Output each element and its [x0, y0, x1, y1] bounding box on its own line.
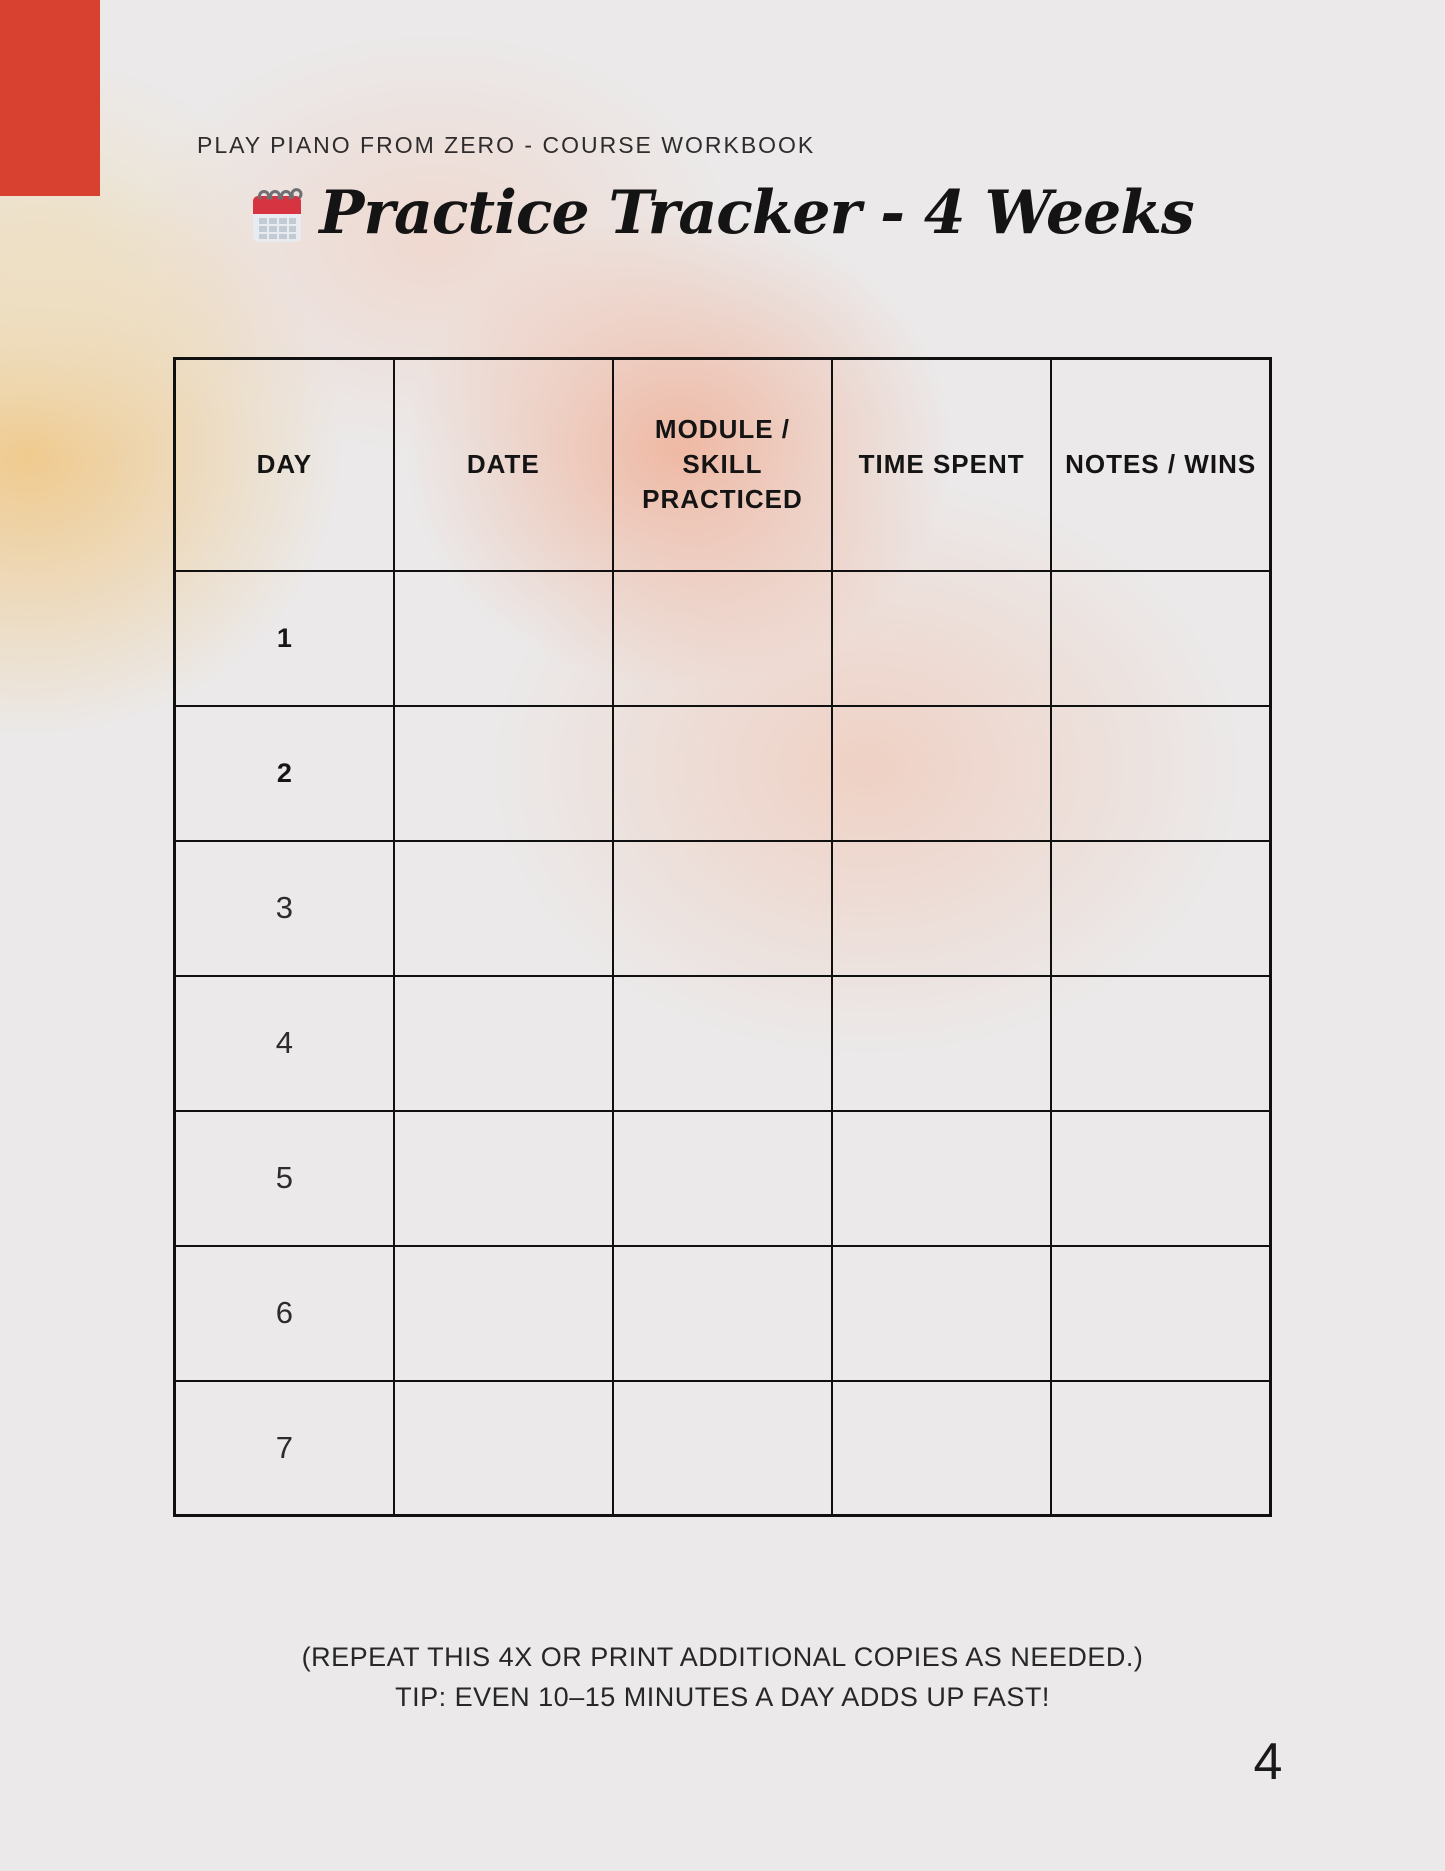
date-cell	[394, 706, 613, 841]
module-skill-cell	[613, 1246, 832, 1381]
column-header-date: DATE	[394, 359, 613, 571]
time-spent-cell	[832, 1246, 1051, 1381]
date-cell	[394, 841, 613, 976]
spiral-calendar-icon	[251, 186, 303, 246]
day-number-cell: 4	[175, 976, 394, 1111]
date-cell	[394, 976, 613, 1111]
column-header-time-spent: TIME SPENT	[832, 359, 1051, 571]
footer-line-1: (REPEAT THIS 4X OR PRINT ADDITIONAL COPIES AS NEEDED.)	[301, 1642, 1144, 1672]
table-row-day-7	[175, 1381, 1271, 1516]
notes-wins-cell	[1051, 571, 1270, 706]
table-header-row	[175, 359, 1271, 571]
column-header-day: DAY	[175, 359, 394, 571]
table-row-day-1	[175, 571, 1271, 706]
date-cell	[394, 1246, 613, 1381]
date-cell	[394, 1381, 613, 1516]
notes-wins-cell	[1051, 976, 1270, 1111]
time-spent-cell	[832, 1381, 1051, 1516]
notes-wins-cell	[1051, 841, 1270, 976]
module-skill-cell	[613, 571, 832, 706]
table-body	[175, 571, 1271, 1516]
module-skill-cell	[613, 706, 832, 841]
accent-rectangle	[0, 0, 100, 196]
table-row-day-4	[175, 976, 1271, 1111]
workbook-header: PLAY PIANO FROM ZERO - COURSE WORKBOOK	[197, 132, 816, 158]
practice-tracker-table	[173, 357, 1272, 1517]
notes-wins-cell	[1051, 706, 1270, 841]
day-number-cell: 5	[175, 1111, 394, 1246]
time-spent-cell	[832, 976, 1051, 1111]
table-row-day-5	[175, 1111, 1271, 1246]
notes-wins-cell	[1051, 1111, 1270, 1246]
column-header-notes-wins: NOTES / WINS	[1051, 359, 1270, 571]
module-skill-cell	[613, 841, 832, 976]
page-number: 4	[1253, 1733, 1283, 1791]
table-row-day-6	[175, 1246, 1271, 1381]
module-skill-cell	[613, 1381, 832, 1516]
time-spent-cell	[832, 571, 1051, 706]
day-number-cell: 7	[175, 1381, 394, 1516]
day-number-cell: 6	[175, 1246, 394, 1381]
module-skill-cell	[613, 976, 832, 1111]
time-spent-cell	[832, 841, 1051, 976]
column-header-module-skill-practiced: MODULE / SKILL PRACTICED	[613, 359, 832, 571]
table-row-day-3	[175, 841, 1271, 976]
time-spent-cell	[832, 706, 1051, 841]
table-head	[175, 359, 1271, 571]
title-row	[0, 178, 1445, 248]
date-cell	[394, 571, 613, 706]
footer-note	[0, 1638, 1445, 1718]
notes-wins-cell	[1051, 1246, 1270, 1381]
day-number-cell: 3	[175, 841, 394, 976]
notes-wins-cell	[1051, 1381, 1270, 1516]
footer-line-2: TIP: EVEN 10–15 MINUTES A DAY ADDS UP FAST!	[395, 1681, 1050, 1712]
day-number-cell: 2	[175, 706, 394, 841]
table-row-day-2	[175, 706, 1271, 841]
day-number-cell: 1	[175, 571, 394, 706]
date-cell	[394, 1111, 613, 1246]
module-skill-cell	[613, 1111, 832, 1246]
time-spent-cell	[832, 1111, 1051, 1246]
page-title: Practice Tracker - 4 Weeks	[319, 178, 1194, 248]
